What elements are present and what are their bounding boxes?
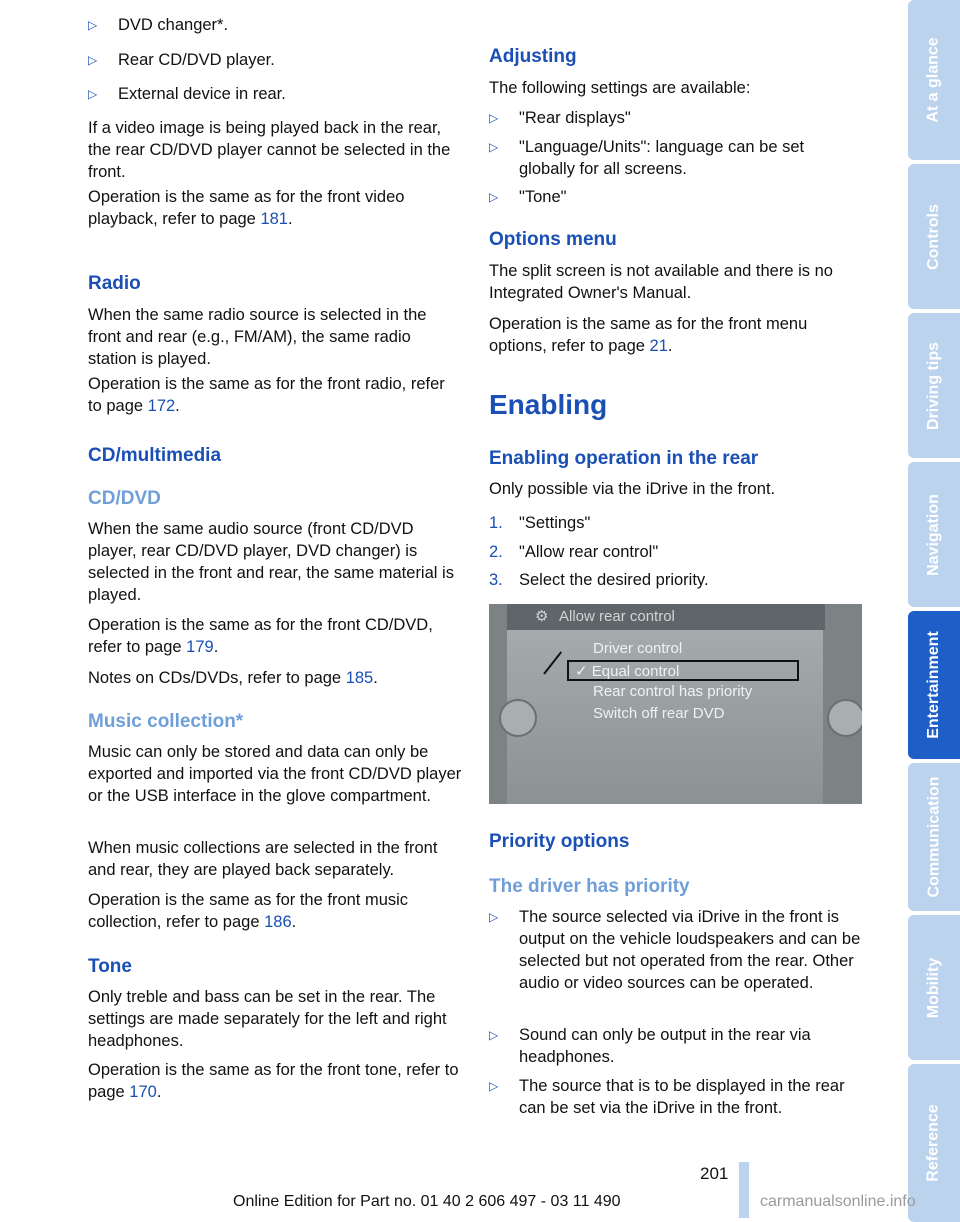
page-link[interactable]: 172 [147,397,176,415]
subsection-heading: CD/DVD [88,488,161,509]
menu-option: Switch off rear DVD [593,705,725,722]
menu-knob-icon [827,699,862,737]
menu-option: Driver control [593,640,683,657]
paragraph: Music can only be stored and data can only be exported and imported via the front CD/DVD player or the USB interface in the glove compartment. [88,743,462,805]
subsection-heading: The driver has priority [489,876,690,897]
tab-at-a-glance[interactable]: At a glance [908,0,960,160]
section-heading: Adjusting [489,46,577,67]
paragraph: When music collections are selected in the front and rear, they are played back separately. [88,839,438,879]
subsection-heading: Music collection* [88,711,244,732]
screen-titlebar [507,604,825,630]
paragraph: When the same radio source is selected in the front and rear (e.g., FM/AM), the same radio station is played. [88,306,427,368]
paragraph: Notes on CDs/DVDs, refer to page 185. [88,669,378,687]
section-heading: Enabling operation in the rear [489,448,759,469]
section-heading: Options menu [489,229,617,250]
tab-reference[interactable]: Reference [908,1064,960,1222]
step-item: 3. Select the desired priority. [489,571,709,589]
paragraph: Operation is the same as for the front music collection, refer to page 186. [88,891,409,931]
menu-option: Rear control has priority [593,683,753,700]
paragraph: The following settings are available: [489,79,751,97]
checkmark-icon: ✓ [575,663,588,680]
page-number: 201 [700,1164,729,1183]
left-arrow-knob-icon [499,699,537,737]
step-item: 2. "Allow rear control" [489,543,659,561]
page-link[interactable]: 179 [186,638,214,656]
paragraph: The split screen is not available and there is no Integrated Owner's Manual. [489,262,833,302]
section-heading: Tone [88,956,132,977]
page-link[interactable]: 185 [345,669,374,687]
gear-icon: ⚙ [535,608,549,625]
paragraph: If a video image is being played back in the rear, the rear CD/DVD player cannot be selected in the front. [88,119,451,181]
list-item: ▷ DVD changer*. [88,16,229,34]
section-heading: Radio [88,273,141,294]
section-heading: Priority options [489,831,630,852]
paragraph: Only possible via the iDrive in the front. [489,480,776,498]
paragraph: Only treble and bass can be set in the rear. The settings are made separately for the left and right headphones. [88,988,447,1050]
tab-driving-tips[interactable]: Driving tips [908,313,960,458]
tab-navigation[interactable]: Navigation [908,462,960,607]
page-link[interactable]: 21 [649,337,668,355]
paragraph: Operation is the same as for the front menu options, refer to page 21. [489,315,808,355]
paragraph: Operation is the same as for the front tone, refer to page 170. [88,1061,459,1101]
tab-controls[interactable]: Controls [908,164,960,309]
chapter-heading: Enabling [489,389,608,420]
paragraph: Operation is the same as for the front radio, refer to page 172. [88,375,445,415]
idrive-screen-image [489,604,862,804]
chapter-sidebar [908,0,960,1222]
list-item: ▷ Rear CD/DVD player. [88,51,275,69]
paragraph: When the same audio source (front CD/DVD player, rear CD/DVD player, DVD changer) is selected in the front and rear, the same material is played. [88,520,454,604]
page-link[interactable]: 186 [264,913,292,931]
paragraph: Operation is the same as for the front video playback, refer to page 181. [88,188,405,228]
list-item: ▷ External device in rear. [88,85,286,103]
list-item: ▷ "Rear displays" [489,109,631,127]
list-item: ▷ The source selected via iDrive in the front is output on the vehicle loudspeakers and can be selected but not operated from the rear. Other audio or video sources can be operated. [489,908,861,992]
paragraph: Operation is the same as for the front CD/DVD, refer to page 179. [88,616,433,656]
tab-communication[interactable]: Communication [908,763,960,911]
tab-mobility[interactable]: Mobility [908,915,960,1060]
menu-option-selected: ✓ Equal control [575,663,680,680]
page-number-bar [739,1162,749,1218]
watermark: carmanualsonline.info [760,1193,916,1210]
tab-entertainment[interactable]: Entertainment [908,611,960,759]
page-link[interactable]: 181 [260,210,288,228]
edition-text: Online Edition for Part no. 01 40 2 606 497 - 03 11 490 [233,1193,621,1210]
list-item: ▷ "Language/Units": language can be set globally for all screens. [489,138,805,178]
section-heading: CD/multimedia [88,445,222,466]
step-item: 1. "Settings" [489,514,591,532]
page-link[interactable]: 170 [129,1083,157,1101]
list-item: ▷ "Tone" [489,188,567,206]
list-item: ▷ The source that is to be displayed in the rear can be set via the iDrive in the front. [489,1077,845,1117]
screen-title: Allow rear control [559,608,675,625]
list-item: ▷ Sound can only be output in the rear via headphones. [489,1026,811,1066]
